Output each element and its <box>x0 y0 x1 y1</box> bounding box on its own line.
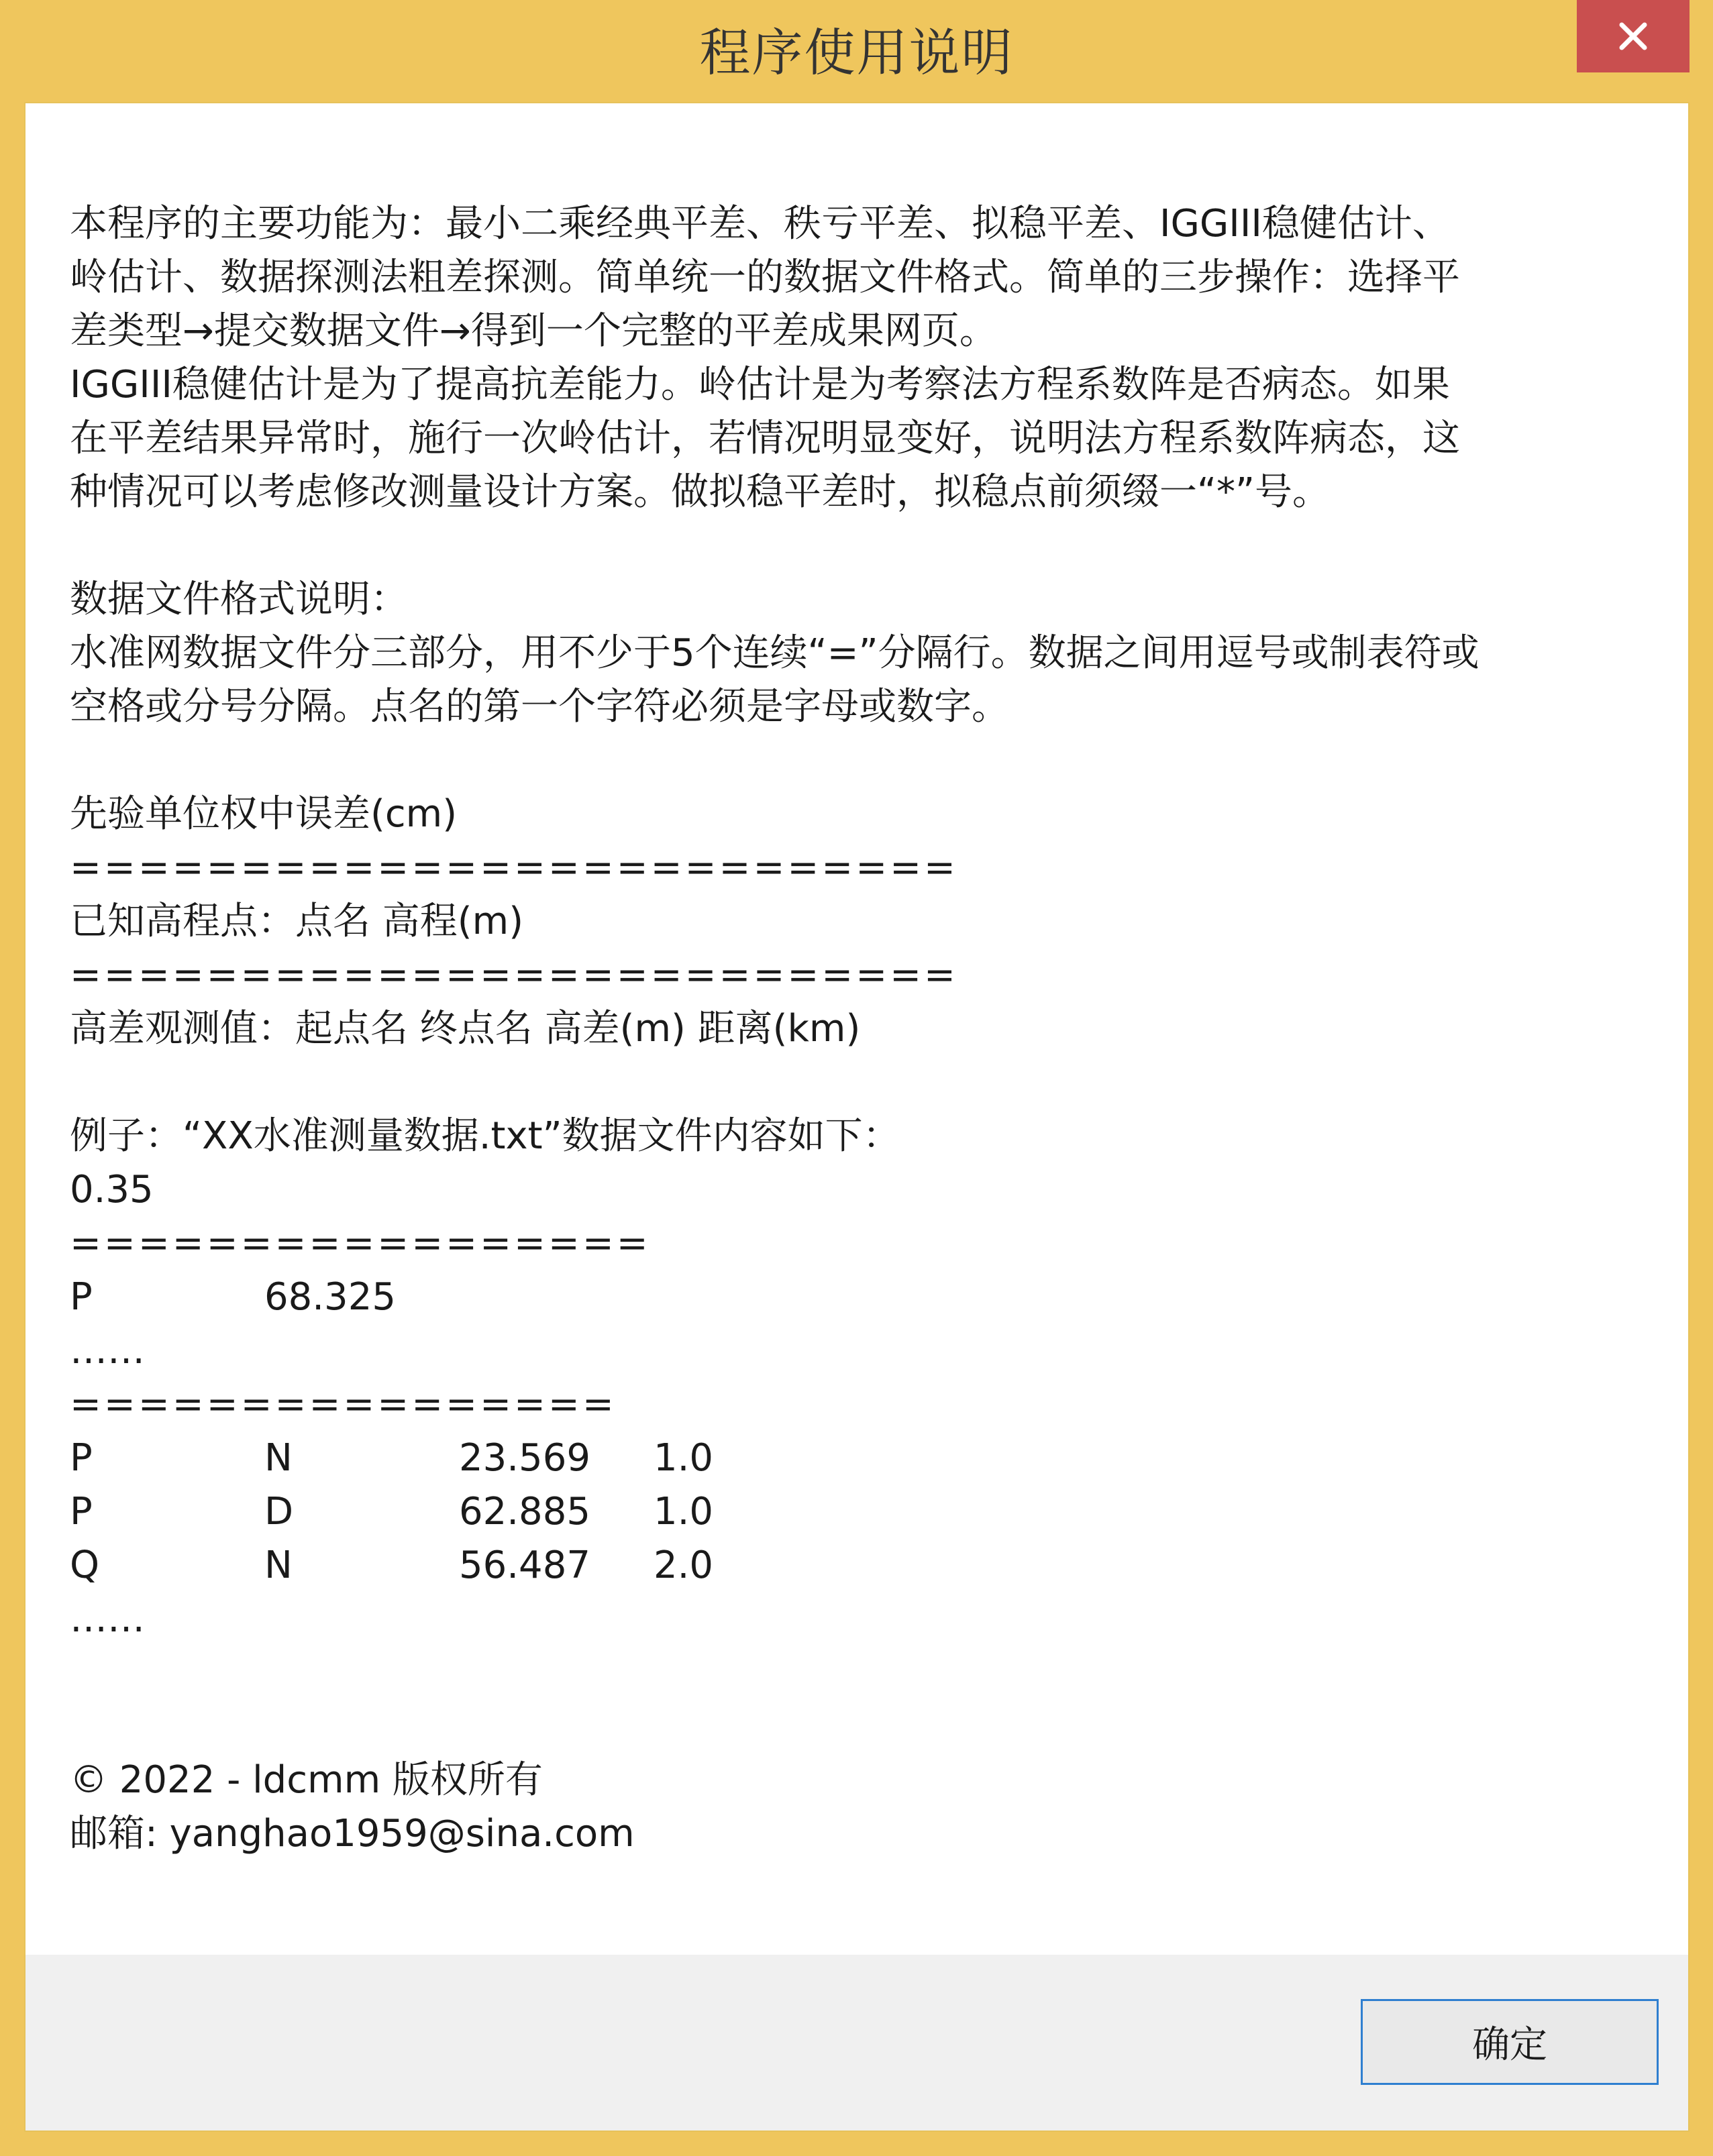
format-line: 水准网数据文件分三部分，用不少于5个连续“=”分隔行。数据之间用逗号或制表符或 <box>70 631 1480 675</box>
ok-button[interactable]: 确定 <box>1361 1999 1659 2085</box>
prior-error-label: 先验单位权中误差(cm) <box>70 792 458 836</box>
blank-line <box>70 1646 1600 1700</box>
ellipsis: …… <box>70 1329 145 1372</box>
ellipsis: …… <box>70 1597 145 1641</box>
height-diff: 23.569 <box>459 1436 590 1480</box>
email-text: 邮箱: yanghao1959@sina.com <box>70 1812 635 1855</box>
intro-line: 岭估计、数据探测法粗差探测。简单统一的数据文件格式。简单的三步操作：选择平 <box>70 256 1460 299</box>
blank-line <box>70 1700 1600 1754</box>
point-height: 68.325 <box>264 1275 396 1319</box>
example-obs-row <box>70 1432 1600 1485</box>
start-point: P <box>70 1436 93 1480</box>
intro-line: 差类型→提交数据文件→得到一个完整的平差成果网页。 <box>70 309 997 353</box>
button-bar <box>25 1955 1690 2132</box>
dialog-client-area <box>24 102 1690 2132</box>
example-obs-row <box>70 1539 1600 1593</box>
distance: 1.0 <box>654 1490 714 1533</box>
blank-line <box>70 1056 1600 1110</box>
end-point: N <box>264 1544 293 1587</box>
close-button[interactable] <box>1577 0 1690 72</box>
end-point: N <box>264 1436 293 1480</box>
example-separator: ================ <box>70 1383 617 1426</box>
window-title: 程序使用说明 <box>699 23 1014 83</box>
separator-line: ========================== <box>70 953 958 997</box>
close-icon <box>1618 21 1649 52</box>
intro-line: 本程序的主要功能为：最小二乘经典平差、秩亏平差、拟稳平差、IGGIII稳健估计、 <box>70 202 1450 246</box>
point-name: P <box>70 1275 93 1319</box>
intro-line: IGGIII稳健估计是为了提高抗差能力。岭估计是为考察法方程系数阵是否病态。如果 <box>70 363 1450 407</box>
help-text <box>70 197 1600 1861</box>
observations-label: 高差观测值：起点名 终点名 高差(m) 距离(km) <box>70 1007 861 1050</box>
known-points-label: 已知高程点：点名 高程(m) <box>70 900 524 943</box>
example-known-row <box>70 1271 1600 1324</box>
format-heading: 数据文件格式说明： <box>70 578 408 621</box>
blank-line <box>70 734 1600 788</box>
copyright-text: © 2022 - ldcmm 版权所有 <box>70 1758 543 1802</box>
start-point: P <box>70 1490 93 1533</box>
example-separator: ================= <box>70 1222 651 1265</box>
separator-line: ========================== <box>70 846 958 890</box>
height-diff: 56.487 <box>459 1544 590 1587</box>
end-point: D <box>264 1490 294 1533</box>
example-heading: 例子：“XX水准测量数据.txt”数据文件内容如下： <box>70 1114 900 1158</box>
blank-line <box>70 519 1600 573</box>
title-bar[interactable] <box>0 0 1713 102</box>
intro-line: 在平差结果异常时，施行一次岭估计，若情况明显变好，说明法方程系数阵病态，这 <box>70 417 1460 460</box>
example-obs-row <box>70 1485 1600 1539</box>
distance: 2.0 <box>654 1544 714 1587</box>
height-diff: 62.885 <box>459 1490 590 1533</box>
format-line: 空格或分号分隔。点名的第一个字符必须是字母或数字。 <box>70 685 1009 729</box>
example-prior-value: 0.35 <box>70 1168 154 1211</box>
start-point: Q <box>70 1544 100 1587</box>
distance: 1.0 <box>654 1436 714 1480</box>
intro-line: 种情况可以考虑修改测量设计方案。做拟稳平差时，拟稳点前须缀一“*”号。 <box>70 470 1331 514</box>
